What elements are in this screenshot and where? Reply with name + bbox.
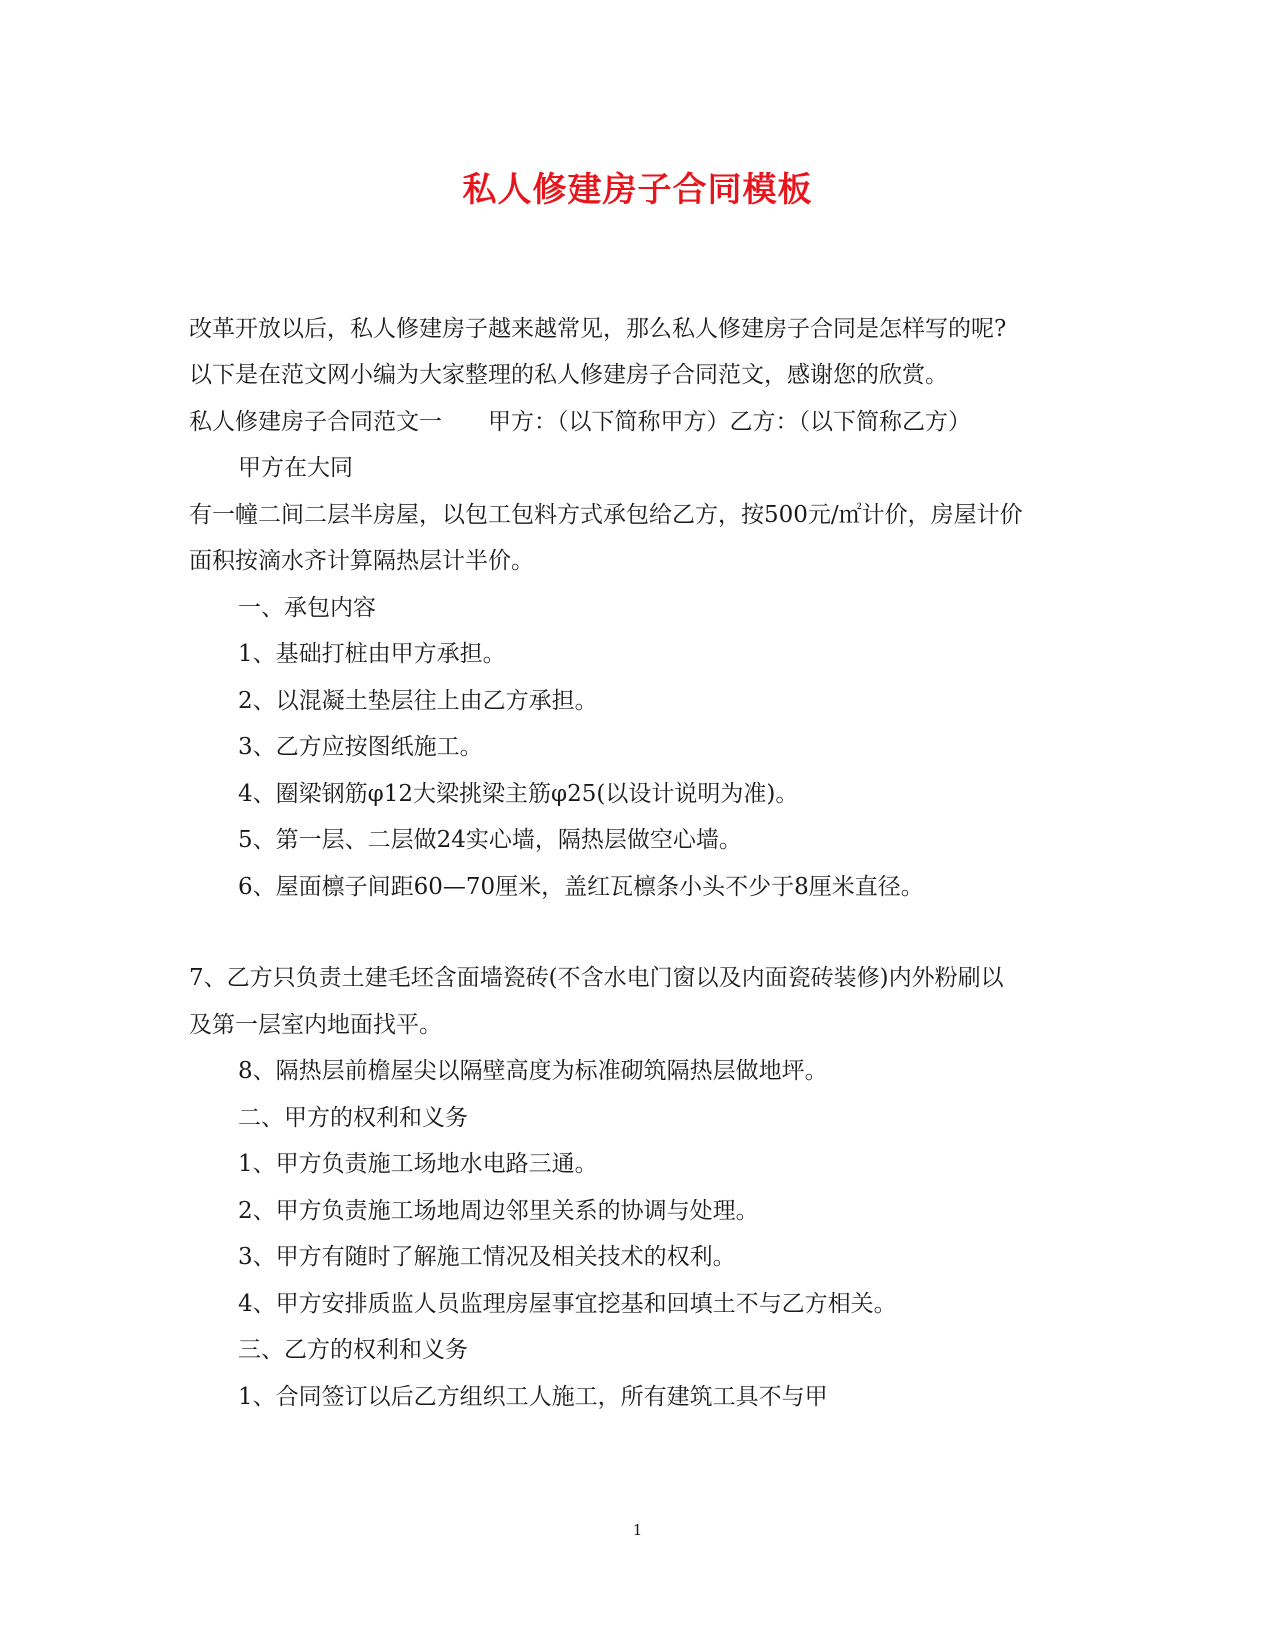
list-item: 1、基础打桩由甲方承担。 <box>238 641 506 667</box>
section-heading: 三、乙方的权利和义务 <box>238 1337 468 1363</box>
list-item: 2、以混凝土垫层往上由乙方承担。 <box>238 688 598 714</box>
paragraph-line: 甲方在大同 <box>238 455 353 481</box>
list-item: 2、甲方负责施工场地周边邻里关系的协调与处理。 <box>238 1198 759 1224</box>
paragraph-line: 有一幢二间二层半房屋，以包工包料方式承包给乙方，按500元/㎡计价，房屋计价 <box>189 502 1023 528</box>
section-heading: 二、甲方的权利和义务 <box>238 1105 468 1131</box>
paragraph-line: 以下是在范文网小编为大家整理的私人修建房子合同范文，感谢您的欣赏。 <box>189 362 948 388</box>
list-item: 3、乙方应按图纸施工。 <box>238 734 483 760</box>
list-item: 4、圈梁钢筋φ12大梁挑梁主筋φ25(以设计说明为准)。 <box>238 781 799 807</box>
paragraph-line: 及第一层室内地面找平。 <box>189 1012 442 1038</box>
list-item: 8、隔热层前檐屋尖以隔壁高度为标准砌筑隔热层做地坪。 <box>238 1058 828 1084</box>
list-item: 7、乙方只负责土建毛坯含面墙瓷砖(不含水电门窗以及内面瓷砖装修)内外粉刷以 <box>189 965 1004 991</box>
paragraph-line: 改革开放以后，私人修建房子越来越常见，那么私人修建房子合同是怎样写的呢? <box>189 316 1007 342</box>
list-item: 6、屋面檩子间距60—70厘米，盖红瓦檩条小头不少于8厘米直径。 <box>238 874 924 900</box>
list-item: 3、甲方有随时了解施工情况及相关技术的权利。 <box>238 1244 736 1270</box>
list-item: 5、第一层、二层做24实心墙，隔热层做空心墙。 <box>238 827 742 853</box>
paragraph-line: 私人修建房子合同范文一 甲方：（以下简称甲方）乙方：（以下简称乙方） <box>189 409 971 435</box>
list-item: 4、甲方安排质监人员监理房屋事宜挖基和回填土不与乙方相关。 <box>238 1291 897 1317</box>
list-item: 1、合同签订以后乙方组织工人施工，所有建筑工具不与甲 <box>238 1384 828 1410</box>
section-heading: 一、承包内容 <box>238 595 376 621</box>
page-number: 1 <box>632 1521 643 1539</box>
document-title: 私人修建房子合同模板 <box>462 170 813 210</box>
list-item: 1、甲方负责施工场地水电路三通。 <box>238 1151 598 1177</box>
paragraph-line: 面积按滴水齐计算隔热层计半价。 <box>189 548 534 574</box>
